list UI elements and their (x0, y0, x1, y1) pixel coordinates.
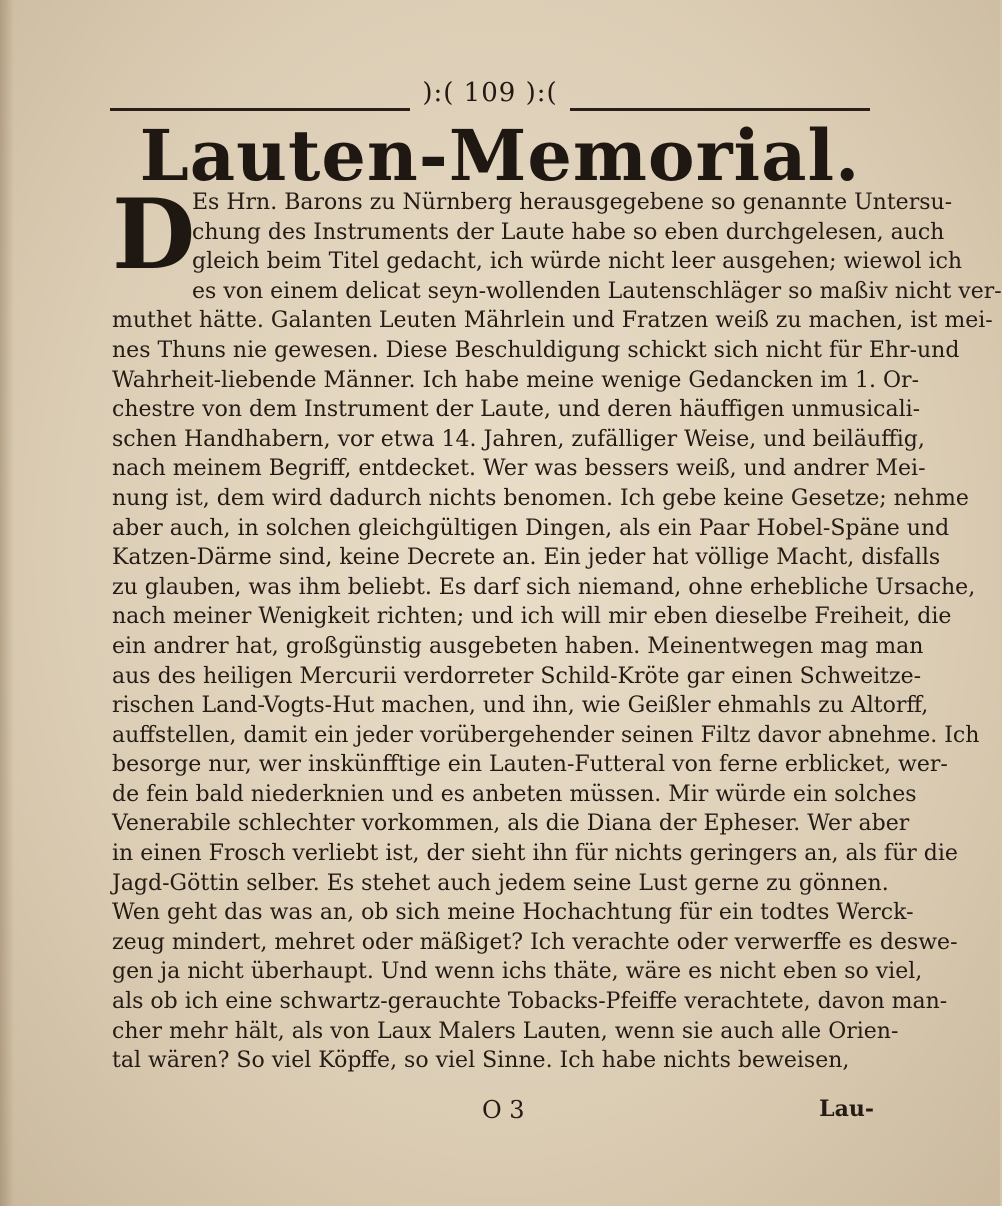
text-line: tal wären? So viel Köpffe, so viel Sinne. Ich habe nichts beweisen, (112, 1048, 850, 1074)
text-line: Jagd-Göttin selber. Es stehet auch jedem seine Lust gerne zu gönnen. (112, 870, 889, 896)
page-title: Lauten-Memorial. (139, 114, 861, 197)
text-line: auffstellen, damit ein jeder vorübergehender seinen Filtz davor abnehme. Ich (112, 722, 980, 748)
decorated-initial: D (112, 178, 196, 291)
text-line: nach meiner Wenigkeit richten; und ich will mir eben dieselbe Freiheit, die (112, 604, 952, 630)
text-line: chung des Instruments der Laute habe so eben durchgelesen, auch (192, 219, 945, 245)
text-line: schen Handhabern, vor etwa 14. Jahren, zufälliger Weise, und beiläuffig, (112, 426, 925, 452)
text-line: Venerabile schlechter vorkommen, als die Diana der Epheser. Wer aber (112, 811, 910, 837)
text-line: Wen geht das was an, ob sich meine Hochachtung für ein todtes Werck- (112, 900, 914, 926)
text-line: chestre von dem Instrument der Laute, und deren häuffigen unmusicali- (112, 397, 921, 423)
text-line: rischen Land-Vogts-Hut machen, und ihn, wie Geißler ehmahls zu Altorff, (112, 693, 929, 719)
page-footer (112, 1066, 874, 1124)
text-line: nach meinem Begriff, entdecket. Wer was bessers weiß, und andrer Mei- (112, 456, 926, 482)
text-line: gleich beim Titel gedacht, ich würde nicht leer ausgehen; wiewol ich (192, 249, 963, 275)
text-line: als ob ich eine schwartz-gerauchte Tobacks-Pfeiffe verachtete, davon man- (112, 989, 948, 1015)
text-line: Katzen-Därme sind, keine Decrete an. Ein jeder hat völlige Macht, disfalls (112, 545, 941, 571)
text-line: in einen Frosch verliebt ist, der sieht ihn für nichts geringers an, als für die (112, 841, 958, 867)
page-number: ):( 109 ):( (422, 78, 558, 108)
text-line: nes Thuns nie gewesen. Diese Beschuldigung schickt sich nicht für Ehr-und (112, 337, 960, 363)
text-line: Es Hrn. Barons zu Nürnberg herausgegebene so genannte Untersu- (192, 190, 953, 215)
catchword: Lau- (819, 1096, 874, 1122)
text-line: de fein bald niederknien und es anbeten müssen. Mir würde ein solches (112, 781, 917, 807)
text-line: aber auch, in solchen gleichgültigen Dingen, als ein Paar Hobel-Späne und (112, 515, 950, 541)
text-line: muthet hätte. Galanten Leuten Mährlein und Fratzen weiß zu machen, ist mei- (112, 308, 993, 334)
signature-mark: O 3 (482, 1096, 525, 1124)
header-rule-right (570, 108, 870, 111)
header-rule-left (110, 108, 410, 111)
text-line: cher mehr hält, als von Laux Malers Lauten, wenn sie auch alle Orien- (112, 1018, 899, 1044)
body-text (112, 178, 1002, 1076)
text-line: zu glauben, was ihm beliebt. Es darf sich niemand, ohne erhebliche Ursache, (112, 574, 976, 600)
text-line: besorge nur, wer inskünfftige ein Lauten-Futteral von ferne erblicket, wer- (112, 752, 948, 778)
text-line: es von einem delicat seyn-wollenden Lautenschläger so maßiv nicht ver- (192, 278, 1002, 304)
page-header (110, 78, 870, 114)
text-line: Wahrheit-liebende Männer. Ich habe meine wenige Gedancken im 1. Or- (112, 367, 920, 393)
text-line: aus des heiligen Mercurii verdorreter Schild-Kröte gar einen Schweitze- (112, 663, 922, 689)
text-line: nung ist, dem wird dadurch nichts benomen. Ich gebe keine Gesetze; nehme (112, 485, 969, 511)
text-line: gen ja nicht überhaupt. Und wenn ichs thäte, wäre es nicht eben so viel, (112, 959, 923, 985)
text-line: ein andrer hat, großgünstig ausgebeten haben. Meinentwegen mag man (112, 633, 924, 659)
text-line: zeug mindert, mehret oder mäßiget? Ich verachte oder verwerffe es deswe- (112, 929, 958, 955)
